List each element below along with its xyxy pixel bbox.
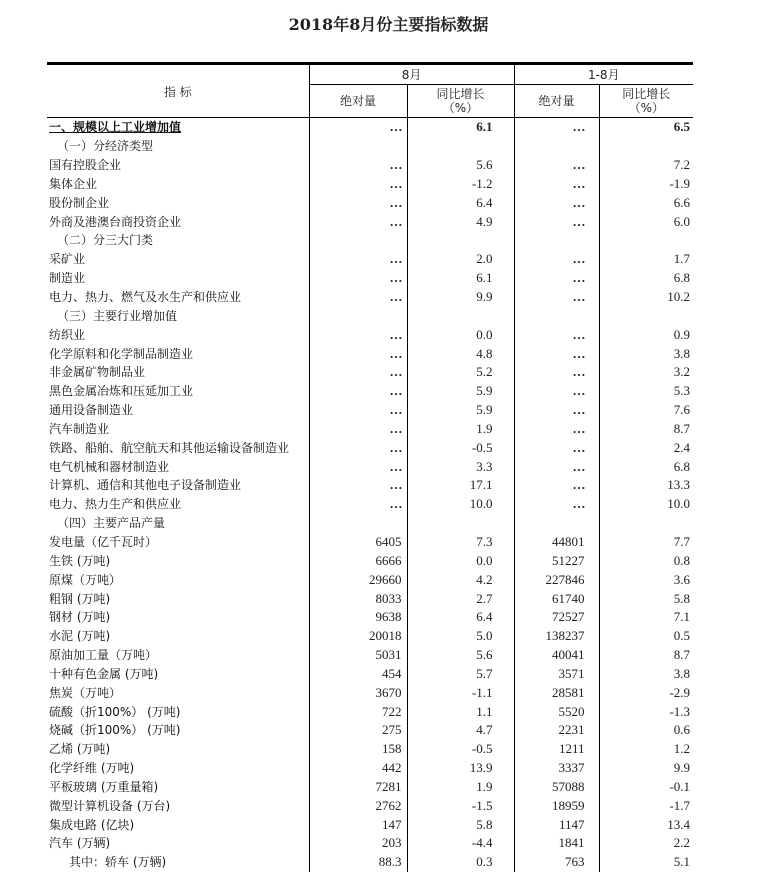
row-label: 一、规模以上工业增加值 (49, 120, 182, 135)
table-row (47, 476, 693, 495)
aug-yoy-growth (407, 306, 514, 325)
aug-yoy-growth: 0.0 (407, 325, 514, 344)
aug-yoy-growth: 7.3 (407, 533, 514, 552)
aug-absolute: 147 (309, 815, 407, 834)
ytd-absolute: … (514, 250, 599, 269)
row-label: 股份制企业 (49, 195, 110, 210)
header-aug-yoy (407, 85, 514, 118)
ytd-yoy-growth: 9.9 (599, 759, 693, 778)
table-row (47, 495, 693, 514)
table-row (47, 382, 693, 401)
ytd-yoy-growth: 3.8 (599, 344, 693, 363)
row-label: 铁路、船舶、航空航天和其他运输设备制造业 (49, 440, 290, 455)
aug-yoy-growth: 4.2 (407, 570, 514, 589)
row-label: 非金属矿物制品业 (49, 365, 146, 380)
ytd-yoy-growth: -1.3 (599, 702, 693, 721)
aug-absolute: 7281 (309, 778, 407, 797)
header-ytd-yoy (599, 85, 693, 118)
table-row (47, 438, 693, 457)
ytd-absolute: … (514, 401, 599, 420)
yoy-label: 同比增长 (622, 87, 671, 101)
row-label: 十种有色金属 (万吨) (49, 666, 159, 681)
aug-absolute: 203 (309, 834, 407, 853)
aug-yoy-growth: -1.1 (407, 683, 514, 702)
table-row (47, 702, 693, 721)
header-jan-aug: 1-8月 (514, 64, 693, 85)
aug-yoy-growth: 1.9 (407, 778, 514, 797)
row-label: 纺织业 (49, 327, 86, 342)
ytd-yoy-growth: 6.6 (599, 193, 693, 212)
table-row (47, 514, 693, 533)
row-label: 通用设备制造业 (49, 403, 134, 418)
ytd-absolute: … (514, 420, 599, 439)
aug-yoy-growth: 5.8 (407, 815, 514, 834)
aug-absolute: … (309, 438, 407, 457)
ytd-yoy-growth: 7.2 (599, 156, 693, 175)
aug-absolute: 20018 (309, 627, 407, 646)
aug-absolute: … (309, 344, 407, 363)
aug-absolute: … (309, 269, 407, 288)
header-ytd-absolute: 绝对量 (514, 85, 599, 118)
ytd-absolute: 44801 (514, 533, 599, 552)
ytd-absolute: … (514, 344, 599, 363)
aug-yoy-growth: 5.2 (407, 363, 514, 382)
table-row (47, 796, 693, 815)
aug-absolute: … (309, 325, 407, 344)
aug-absolute: 6405 (309, 533, 407, 552)
aug-yoy-growth: 4.8 (407, 344, 514, 363)
table-row (47, 363, 693, 382)
aug-yoy-growth: 6.1 (407, 118, 514, 137)
ytd-yoy-growth: 8.7 (599, 420, 693, 439)
table-row (47, 664, 693, 683)
table-row (47, 589, 693, 608)
table-row (47, 344, 693, 363)
row-label: 集体企业 (49, 176, 98, 191)
aug-absolute: … (309, 476, 407, 495)
row-label: 采矿业 (49, 252, 86, 267)
aug-absolute: … (309, 288, 407, 307)
row-label: 微型计算机设备 (万台) (49, 798, 171, 813)
ytd-absolute: … (514, 175, 599, 194)
ytd-yoy-growth: 10.2 (599, 288, 693, 307)
aug-yoy-growth: 2.0 (407, 250, 514, 269)
table-body (47, 118, 693, 872)
table-row (47, 137, 693, 156)
percent-label: （%） (628, 101, 664, 115)
aug-absolute: … (309, 118, 407, 137)
ytd-yoy-growth: 6.8 (599, 269, 693, 288)
aug-absolute: 88.3 (309, 853, 407, 872)
table-row (47, 156, 693, 175)
ytd-yoy-growth (599, 514, 693, 533)
aug-absolute: … (309, 495, 407, 514)
ytd-yoy-growth: 3.8 (599, 664, 693, 683)
table-row (47, 212, 693, 231)
ytd-yoy-growth: 3.2 (599, 363, 693, 382)
ytd-absolute: 1211 (514, 740, 599, 759)
table-row (47, 193, 693, 212)
aug-absolute: … (309, 457, 407, 476)
ytd-yoy-growth: 5.1 (599, 853, 693, 872)
ytd-yoy-growth (599, 231, 693, 250)
aug-absolute: … (309, 175, 407, 194)
aug-yoy-growth: 0.3 (407, 853, 514, 872)
row-label: 粗钢 (万吨) (49, 591, 111, 606)
aug-yoy-growth: 5.7 (407, 664, 514, 683)
ytd-absolute: … (514, 193, 599, 212)
ytd-absolute: … (514, 212, 599, 231)
ytd-yoy-growth: -0.1 (599, 778, 693, 797)
table-row (47, 118, 693, 137)
table-row (47, 740, 693, 759)
aug-yoy-growth: 6.1 (407, 269, 514, 288)
ytd-yoy-growth: 0.9 (599, 325, 693, 344)
table-row (47, 721, 693, 740)
row-label: 其中：轿车 (万辆) (69, 855, 167, 870)
aug-absolute: 3670 (309, 683, 407, 702)
row-label: 汽车 (万辆) (49, 836, 111, 851)
ytd-absolute: … (514, 363, 599, 382)
aug-yoy-growth: 4.7 (407, 721, 514, 740)
ytd-yoy-growth: 6.0 (599, 212, 693, 231)
ytd-yoy-growth: 1.7 (599, 250, 693, 269)
aug-absolute: 8033 (309, 589, 407, 608)
aug-absolute: 442 (309, 759, 407, 778)
row-label: 化学纤维 (万吨) (49, 761, 135, 776)
row-label: 集成电路 (亿块) (49, 817, 135, 832)
aug-yoy-growth (407, 231, 514, 250)
aug-absolute: … (309, 250, 407, 269)
table-row (47, 646, 693, 665)
aug-absolute: … (309, 401, 407, 420)
row-label: （二）分三大门类 (57, 233, 154, 248)
aug-yoy-growth: -1.5 (407, 796, 514, 815)
ytd-yoy-growth: 0.8 (599, 551, 693, 570)
ytd-absolute (514, 306, 599, 325)
aug-absolute: 722 (309, 702, 407, 721)
row-label: （三）主要行业增加值 (57, 308, 178, 323)
ytd-yoy-growth: 7.6 (599, 401, 693, 420)
ytd-absolute: 51227 (514, 551, 599, 570)
aug-absolute: 158 (309, 740, 407, 759)
ytd-yoy-growth: 13.4 (599, 815, 693, 834)
ytd-absolute (514, 514, 599, 533)
table-row (47, 533, 693, 552)
ytd-absolute: … (514, 495, 599, 514)
row-label: 黑色金属冶炼和压延加工业 (49, 384, 194, 399)
ytd-absolute: 61740 (514, 589, 599, 608)
table-row (47, 627, 693, 646)
aug-absolute (309, 137, 407, 156)
aug-absolute: … (309, 156, 407, 175)
row-label: （四）主要产品产量 (57, 516, 166, 531)
table-row (47, 250, 693, 269)
aug-absolute: 29660 (309, 570, 407, 589)
ytd-yoy-growth: 5.3 (599, 382, 693, 401)
percent-label: （%） (442, 101, 479, 115)
ytd-yoy-growth: 1.2 (599, 740, 693, 759)
aug-yoy-growth: 17.1 (407, 476, 514, 495)
aug-absolute (309, 514, 407, 533)
aug-yoy-growth: 5.9 (407, 401, 514, 420)
aug-yoy-growth: -0.5 (407, 438, 514, 457)
ytd-yoy-growth (599, 306, 693, 325)
ytd-yoy-growth: -1.7 (599, 796, 693, 815)
ytd-absolute: 1147 (514, 815, 599, 834)
aug-yoy-growth: -1.2 (407, 175, 514, 194)
aug-absolute (309, 231, 407, 250)
table-row (47, 231, 693, 250)
ytd-absolute: … (514, 288, 599, 307)
aug-yoy-growth: 13.9 (407, 759, 514, 778)
aug-yoy-growth: 9.9 (407, 288, 514, 307)
ytd-yoy-growth: 5.8 (599, 589, 693, 608)
ytd-absolute: … (514, 269, 599, 288)
header-row-periods (47, 64, 693, 85)
aug-yoy-growth: 6.4 (407, 608, 514, 627)
aug-absolute: 6666 (309, 551, 407, 570)
row-label: 乙烯 (万吨) (49, 742, 111, 757)
row-label: 国有控股企业 (49, 158, 122, 173)
row-label: 硫酸（折100%） (万吨) (49, 704, 181, 719)
header-indicator: 指 标 (47, 64, 309, 118)
ytd-yoy-growth: 8.7 (599, 646, 693, 665)
row-label: （一）分经济类型 (57, 139, 154, 154)
table-row (47, 420, 693, 439)
row-label: 原煤（万吨） (49, 572, 122, 587)
ytd-absolute: … (514, 457, 599, 476)
header-aug-absolute: 绝对量 (309, 85, 407, 118)
yoy-label: 同比增长 (436, 87, 485, 101)
table-row (47, 834, 693, 853)
aug-yoy-growth: 0.0 (407, 551, 514, 570)
aug-yoy-growth: 3.3 (407, 457, 514, 476)
header-august: 8月 (309, 64, 514, 85)
table-row (47, 815, 693, 834)
ytd-yoy-growth: 2.4 (599, 438, 693, 457)
row-label: 原油加工量（万吨） (49, 648, 158, 663)
aug-yoy-growth: 4.9 (407, 212, 514, 231)
ytd-yoy-growth (599, 137, 693, 156)
ytd-yoy-growth: 13.3 (599, 476, 693, 495)
ytd-yoy-growth: 0.5 (599, 627, 693, 646)
ytd-absolute: 1841 (514, 834, 599, 853)
table-row (47, 325, 693, 344)
ytd-yoy-growth: -1.9 (599, 175, 693, 194)
ytd-absolute: 763 (514, 853, 599, 872)
table-row (47, 608, 693, 627)
row-label: 烧碱（折100%） (万吨) (49, 723, 181, 738)
table-row (47, 288, 693, 307)
ytd-absolute: … (514, 382, 599, 401)
ytd-yoy-growth: 7.1 (599, 608, 693, 627)
ytd-absolute: 40041 (514, 646, 599, 665)
ytd-yoy-growth: 2.2 (599, 834, 693, 853)
row-label: 发电量（亿千瓦时） (49, 534, 158, 549)
ytd-absolute: 57088 (514, 778, 599, 797)
aug-yoy-growth: 10.0 (407, 495, 514, 514)
row-label: 生铁 (万吨) (49, 553, 111, 568)
row-label: 制造业 (49, 271, 86, 286)
aug-absolute: … (309, 363, 407, 382)
aug-yoy-growth: -0.5 (407, 740, 514, 759)
aug-yoy-growth: 6.4 (407, 193, 514, 212)
aug-absolute (309, 306, 407, 325)
aug-yoy-growth: 5.6 (407, 646, 514, 665)
ytd-yoy-growth: 0.6 (599, 721, 693, 740)
aug-yoy-growth: 1.1 (407, 702, 514, 721)
aug-absolute: … (309, 382, 407, 401)
ytd-absolute: 3571 (514, 664, 599, 683)
table-row (47, 306, 693, 325)
ytd-absolute: … (514, 118, 599, 137)
row-label: 汽车制造业 (49, 421, 110, 436)
aug-absolute: 5031 (309, 646, 407, 665)
table-row (47, 457, 693, 476)
aug-yoy-growth: 5.6 (407, 156, 514, 175)
aug-absolute: 275 (309, 721, 407, 740)
ytd-yoy-growth: 7.7 (599, 533, 693, 552)
row-label: 电力、热力生产和供应业 (49, 497, 182, 512)
aug-absolute: 454 (309, 664, 407, 683)
table-row (47, 759, 693, 778)
ytd-absolute: … (514, 476, 599, 495)
aug-yoy-growth: -4.4 (407, 834, 514, 853)
table-row (47, 570, 693, 589)
ytd-absolute: … (514, 325, 599, 344)
row-label: 焦炭（万吨） (49, 685, 122, 700)
aug-absolute: 9638 (309, 608, 407, 627)
ytd-absolute: 18959 (514, 796, 599, 815)
aug-yoy-growth: 1.9 (407, 420, 514, 439)
row-label: 电气机械和器材制造业 (49, 459, 170, 474)
ytd-absolute: 3337 (514, 759, 599, 778)
row-label: 平板玻璃 (万重量箱) (49, 779, 159, 794)
ytd-yoy-growth: 10.0 (599, 495, 693, 514)
table-row (47, 269, 693, 288)
aug-yoy-growth (407, 137, 514, 156)
aug-absolute: 2762 (309, 796, 407, 815)
ytd-absolute: … (514, 438, 599, 457)
indicators-table (47, 62, 693, 872)
aug-absolute: … (309, 212, 407, 231)
ytd-absolute: 28581 (514, 683, 599, 702)
ytd-yoy-growth: 6.5 (599, 118, 693, 137)
aug-yoy-growth: 5.0 (407, 627, 514, 646)
ytd-yoy-growth: 3.6 (599, 570, 693, 589)
ytd-absolute (514, 231, 599, 250)
table-row (47, 853, 693, 872)
page-title: 2018年8月份主要指标数据 (288, 15, 489, 34)
table-row (47, 401, 693, 420)
ytd-absolute: 138237 (514, 627, 599, 646)
ytd-yoy-growth: 6.8 (599, 457, 693, 476)
aug-yoy-growth: 5.9 (407, 382, 514, 401)
row-label: 计算机、通信和其他电子设备制造业 (49, 478, 242, 493)
table-row (47, 683, 693, 702)
ytd-yoy-growth: -2.9 (599, 683, 693, 702)
ytd-absolute: … (514, 156, 599, 175)
row-label: 外商及港澳台商投资企业 (49, 214, 182, 229)
ytd-absolute (514, 137, 599, 156)
ytd-absolute: 5520 (514, 702, 599, 721)
aug-absolute: … (309, 193, 407, 212)
ytd-absolute: 72527 (514, 608, 599, 627)
table-row (47, 551, 693, 570)
table-row (47, 778, 693, 797)
aug-yoy-growth: 2.7 (407, 589, 514, 608)
ytd-absolute: 227846 (514, 570, 599, 589)
row-label: 电力、热力、燃气及水生产和供应业 (49, 290, 242, 305)
aug-yoy-growth (407, 514, 514, 533)
table-row (47, 175, 693, 194)
row-label: 钢材 (万吨) (49, 610, 111, 625)
aug-absolute: … (309, 420, 407, 439)
row-label: 化学原料和化学制品制造业 (49, 346, 194, 361)
ytd-absolute: 2231 (514, 721, 599, 740)
row-label: 水泥 (万吨) (49, 629, 111, 644)
